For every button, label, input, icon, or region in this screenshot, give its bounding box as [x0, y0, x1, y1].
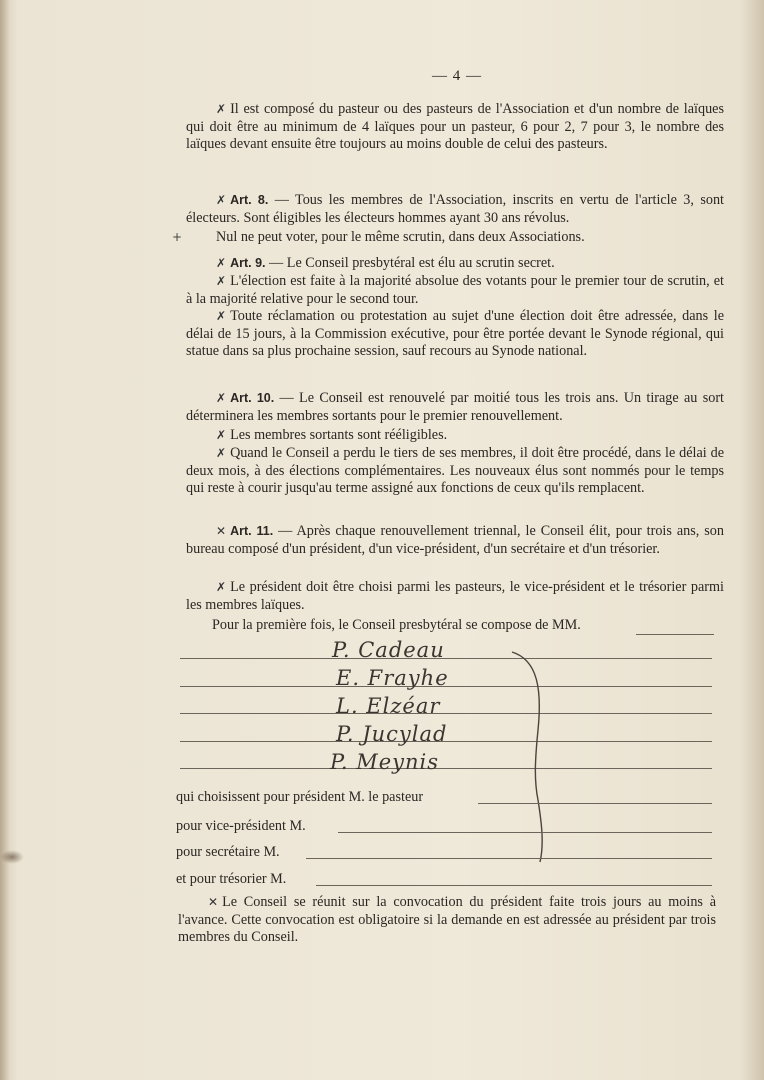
article-8-paragraph-2: Nul ne peut voter, pour le même scrutin, dans deux Associations. [216, 229, 585, 245]
secretaire-label: pour secrétaire M. [176, 844, 280, 860]
page-number: — 4 — [432, 68, 482, 84]
handwritten-check-mark: ✗ [216, 102, 227, 116]
paragraph-text: Le Conseil se réunit sur la convocation du président faite trois jours au moins à l'avance. Cette convocation est obligatoire si la demande en est adressée au président par trois membres du Conseil. [178, 894, 716, 946]
handwritten-brace [508, 650, 568, 870]
article-8 [186, 192, 724, 227]
article-10-paragraph-2 [186, 427, 724, 445]
paragraph-text: Il est composé du pasteur ou des pasteurs de l'Association et d'un nombre de laïques qui doit être au minimum de 4 laïques pour un pasteur, 6 pour 2, 7 pour 3, le nombre des laïques devant ensuite être toujours au moins double de celui des pasteurs. [186, 101, 724, 153]
signature-4: P. Jucylad [336, 722, 448, 746]
handwritten-check-mark: ✗ [216, 193, 227, 207]
handwritten-check-mark: ✕ [216, 524, 227, 538]
article-label: Art. 9. [230, 256, 266, 270]
handwritten-check-mark: ✗ [216, 274, 227, 288]
article-10-paragraph-3 [186, 445, 724, 498]
article-10 [186, 390, 724, 425]
signature-line [180, 713, 712, 714]
vice-president-label: pour vice-président M. [176, 818, 306, 834]
handwritten-plus-mark: + [172, 230, 183, 244]
signature-1: P. Cadeau [332, 638, 445, 662]
handwritten-check-mark: ✗ [216, 309, 227, 323]
signature-5: P. Meynis [330, 750, 440, 774]
handwritten-check-mark: ✗ [216, 256, 227, 270]
handwritten-check-mark: ✗ [216, 428, 227, 442]
vice-president-field[interactable] [338, 832, 712, 833]
paragraph-text: Le président doit être choisi parmi les pasteurs, le vice-président et le trésorier parmi les membres laïques. [186, 579, 724, 613]
tresorier-field[interactable] [316, 885, 712, 886]
article-9-paragraph-2 [186, 273, 724, 308]
signature-line [180, 768, 712, 769]
tresorier-label: et pour trésorier M. [176, 871, 287, 887]
paragraph-text: Les membres sortants sont rééligibles. [230, 427, 448, 443]
page-edge-shadow [740, 0, 764, 1080]
signature-2: E. Frayhe [336, 666, 449, 690]
ink-stain [0, 850, 24, 864]
handwritten-check-mark: ✗ [216, 391, 227, 405]
article-label: Art. 11. [230, 524, 274, 538]
paragraph-text: Toute réclamation ou protestation au sujet d'une élection doit être adressée, dans le délai de 15 jours, à la Commission exécutive, pour être portée devant le Synode régional, qui statue dans sa plus prochaine session, sauf recours au Synode national. [186, 308, 724, 360]
president-label: qui choisissent pour président M. le pasteur [176, 789, 424, 805]
article-9 [186, 255, 724, 273]
article-text: — Après chaque renouvellement triennal, le Conseil élit, pour trois ans, son bureau composé d'un président, d'un vice-président, d'un secrétaire et d'un trésorier. [186, 523, 724, 557]
signature-3: L. Elzéar [336, 694, 441, 718]
president-field[interactable] [478, 803, 712, 804]
handwritten-cross-mark: ✕ [208, 895, 219, 909]
article-9-paragraph-3 [186, 308, 724, 361]
paragraph-composition [186, 101, 724, 154]
blank-line [636, 634, 714, 635]
article-text: — Tous les membres de l'Association, inscrits en vertu de l'article 3, sont électeurs. Sont éligibles les électeurs hommes ayant 30 ans révolus. [186, 192, 724, 226]
article-label: Art. 8. [230, 193, 269, 207]
article-text: — Le Conseil est renouvelé par moitié tous les trois ans. Un tirage au sort déterminera les membres sortants pour le premier renouvellement. [186, 390, 724, 424]
paragraph-text: Quand le Conseil a perdu le tiers de ses membres, il doit être procédé, dans le délai de deux mois, à des élections complémentaires. Les nouveaux élus sont nommés pour le temps qui reste à courir jusqu'au terme assigné aux fonctions de ceux qu'ils remplacent. [186, 445, 724, 497]
article-label: Art. 10. [230, 391, 275, 405]
article-11-paragraph-2 [186, 579, 724, 614]
final-paragraph [178, 894, 716, 947]
article-11 [186, 523, 724, 558]
composition-intro: Pour la première fois, le Conseil presbytéral se compose de MM. [212, 617, 581, 633]
handwritten-check-mark: ✗ [216, 446, 227, 460]
signature-line [180, 658, 712, 659]
article-text: — Le Conseil presbytéral est élu au scrutin secret. [265, 255, 555, 271]
page-fold-shadow [0, 0, 10, 1080]
secretaire-field[interactable] [306, 858, 712, 859]
handwritten-check-mark: ✗ [216, 580, 227, 594]
paragraph-text: L'élection est faite à la majorité absolue des votants pour le premier tour de scrutin, et à la majorité relative pour le second tour. [186, 273, 724, 307]
